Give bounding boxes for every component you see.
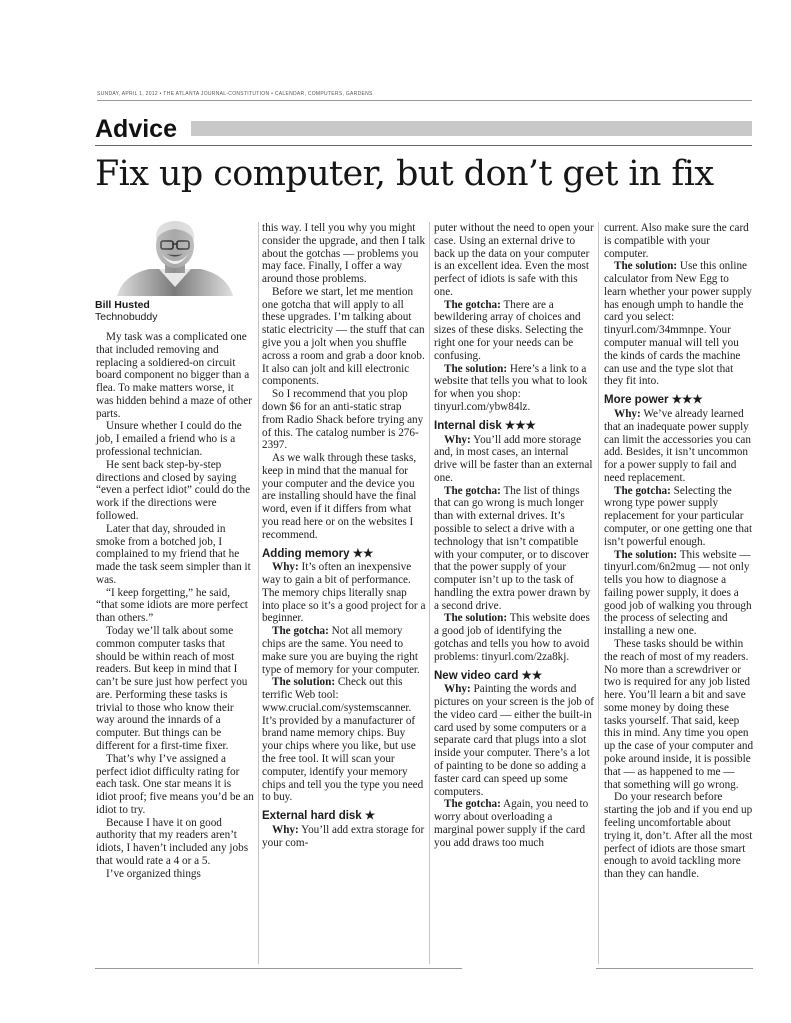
paragraph xyxy=(604,408,754,485)
bottom-rule xyxy=(596,968,753,969)
paragraph: “I keep forgetting,” he said, “that some idiots are more perfect than others.” xyxy=(96,586,248,625)
paragraph-lead: The gotcha: xyxy=(444,298,501,311)
paragraph xyxy=(434,299,594,363)
paragraph-text: You’ll add more storage and, in most cases, an internal drive will be faster than an external one. xyxy=(434,433,593,484)
paragraph-text: Again, you need to worry about overloading a marginal power supply if the card you add draws too much xyxy=(434,798,589,849)
subhead: Adding memory ★★ xyxy=(262,547,374,560)
paragraph-lead: The gotcha: xyxy=(444,484,501,497)
paragraph-lead: Why: xyxy=(272,823,299,836)
column-rule xyxy=(598,222,599,964)
paragraph-lead: The gotcha: xyxy=(272,625,329,638)
paragraph: So I recommend that you plop down $6 for an anti-static strap from Radio Shack before trying any of this. The catalog number is 276-2397. xyxy=(262,388,424,452)
section-label: Advice xyxy=(95,115,177,143)
paragraph: That’s why I’ve assigned a perfect idiot difficulty rating for each task. One star means it is idiot proof; five means you’d be an idiot to try. xyxy=(96,752,254,816)
author-title: Technobuddy xyxy=(95,311,158,323)
paragraph xyxy=(434,683,594,798)
paragraph-lead: The solution: xyxy=(614,548,678,561)
paragraph-text: Not all memory chips are the same. You need to make sure you are buying the right type of memory for your computer. xyxy=(262,625,420,676)
paragraph xyxy=(604,485,754,549)
article-column-3 xyxy=(434,222,594,850)
paragraph-text: Painting the words and pictures on your screen is the job of the video card — either the built-in card used by some computers or a separate card that plugs into a slot inside your computer. There’s a lot of painting to be done so adding a faster card can speed up some computers. xyxy=(434,683,595,798)
paragraph: Unsure whether I could do the job, I emailed a friend who is a professional technician. xyxy=(96,420,242,459)
paragraph-text: Selecting the wrong type power supply replacement for your particular computer, or one getting one that isn’t powerful enough. xyxy=(604,484,753,548)
paragraph: As we walk through these tasks, keep in mind that the manual for your computer and the device you are installing should have the final word, even if it differs from what you read here or on the websites I recommend. xyxy=(262,452,417,541)
paragraph-lead: Why: xyxy=(444,433,471,446)
paragraph-text: We’ve already learned that an inadequate power supply can limit the accessories you can add. Besides, it isn’t uncommon for a power supply to fail and need replacement. xyxy=(604,407,751,484)
paragraph xyxy=(262,561,426,625)
author-photo xyxy=(97,213,252,296)
paragraph-lead: Why: xyxy=(614,407,641,420)
paragraph-lead: The solution: xyxy=(272,676,336,689)
paragraph-lead: Why: xyxy=(272,561,299,574)
paragraph: puter without the need to open your case. Using an external drive to back up the data on your computer is an excellent idea. Even the most perfect of idiots is safe with this one. xyxy=(434,222,594,298)
section-rule xyxy=(95,145,752,146)
paragraph xyxy=(604,260,754,388)
subhead: More power ★★★ xyxy=(604,394,703,407)
paragraph-lead: The solution: xyxy=(444,612,508,625)
bottom-rule xyxy=(95,968,462,969)
paragraph-lead: The gotcha: xyxy=(444,798,501,811)
paragraph: Before we start, let me mention one gotcha that will apply to all these upgrades. I’m talking about static electricity — the stuff that can give you a jolt when you shuffle across a room and grab a door knob. It also can jolt and kill electronic components. xyxy=(262,285,425,388)
paragraph: He sent back step-by-step directions and closed by saying “even a perfect idiot” could do the work if the directions were followed. xyxy=(96,458,251,522)
column-rule xyxy=(258,222,259,964)
paragraph-text: Here’s a link to a website that tells you what to look for when you shop: tinyurl.com/ybw84lz. xyxy=(434,362,588,413)
masthead-rule xyxy=(97,100,752,101)
paragraph-text: There are a bewildering array of choices and sizes of these disks. Selecting the right one for your needs can be confusing. xyxy=(434,298,584,362)
article-column-4 xyxy=(604,222,754,881)
paragraph-text: Check out this terrific Web tool: www.crucial.com/systemscanner. It’s provided by a manufacturer of brand name memory chips. Buy your chips where you like, but use the free tool. It will scan your computer, identify your memory chips and tell you the type you need to buy. xyxy=(262,676,424,804)
paragraph-text: The list of things that can go wrong is much longer than with external drives. It’s possible to select a drive with a technology that isn’t compatible with your computer, or to discover that the power supply of your computer isn’t up to the task of handling the extra power drawn by a second drive. xyxy=(434,484,591,612)
paragraph: My task was a complicated one that included removing and replacing a soldiered-on circuit board component no bigger than a flea. To make matters worse, it was hidden behind a maze of other parts. xyxy=(96,331,252,420)
paragraph-text: It’s often an inexpensive way to gain a bit of performance. The memory chips literally snap into place so it’s a good project for a beginner. xyxy=(262,561,426,625)
paragraph xyxy=(262,625,426,676)
paragraph-lead: The solution: xyxy=(444,362,508,375)
paragraph-text: This website — tinyurl.com/6n2mug — not only tells you how to diagnose a failing power supply, it does a good job of walking you through the process of selecting and installing a new one. xyxy=(604,548,752,638)
paragraph xyxy=(604,549,754,638)
author-name: Bill Husted xyxy=(95,299,150,311)
paragraph: I’ve organized things xyxy=(106,867,201,880)
paragraph xyxy=(262,676,426,804)
masthead-line: SUNDAY, APRIL 1, 2012 • THE ATLANTA JOURNAL-CONSTITUTION • CALENDAR, COMPUTERS, GARDENS xyxy=(97,91,373,97)
paragraph: Today we’ll talk about some common computer tasks that should be within reach of most readers. But keep in mind that I can’t be sure just how perfect you are. Performing these tasks is trivial to those who know their way around the innards of a computer. But things can be different for a first-time fixer. xyxy=(96,624,248,752)
paragraph xyxy=(434,434,594,485)
article-column-2 xyxy=(262,222,426,850)
author-portrait-icon xyxy=(97,213,252,296)
paragraph: These tasks should be within the reach of most of my readers. No more than a screwdriver or two is required for any job listed here. You’ll learn a bit and save some money by doing these tasks yourself. That said, keep this in mind. Any time you open up the case of your computer and poke around inside, it is possible that — as happened to me — that something will go wrong. xyxy=(604,638,754,791)
paragraph-text: Use this online calculator from New Egg to learn whether your power supply has enough umph to handle the card you select: tinyurl.com/34mmnpe. Your computer manual will tell you the kinds of cards the machine can use and the type slot that they fit into. xyxy=(604,260,752,388)
headline: Fix up computer, but don’t get in fix xyxy=(95,154,714,194)
column-rule xyxy=(429,222,430,964)
paragraph-text: This website does a good job of identifying the gotchas and tells you how to avoid problems: tinyurl.com/2za8kj. xyxy=(434,612,590,663)
article-column-1 xyxy=(96,331,254,881)
paragraph: current. Also make sure the card is compatible with your computer. xyxy=(604,222,749,260)
paragraph-lead: The solution: xyxy=(614,260,678,273)
paragraph xyxy=(262,824,426,850)
paragraph xyxy=(434,485,594,613)
paragraph xyxy=(434,798,594,849)
paragraph: Because I have it on good authority that my readers aren’t idiots, I haven’t included any jobs that would rate a 4 or a 5. xyxy=(96,816,249,868)
paragraph-lead: The gotcha: xyxy=(614,484,671,497)
paragraph xyxy=(434,612,594,663)
subhead: New video card ★★ xyxy=(434,669,543,682)
paragraph-lead: Why: xyxy=(444,683,471,696)
byline xyxy=(95,299,255,323)
paragraph xyxy=(434,363,594,414)
subhead: External hard disk ★ xyxy=(262,810,376,823)
subhead: Internal disk ★★★ xyxy=(434,419,536,432)
paragraph-text: You’ll add extra storage for your com- xyxy=(262,823,425,849)
paragraph: Later that day, shrouded in smoke from a botched job, I complained to my friend that he made the task seem simpler than it was. xyxy=(96,522,251,586)
section-bar xyxy=(191,121,752,136)
paragraph: Do your research before starting the job and if you end up feeling uncomfortable about trying it, don’t. After all the most perfect of idiots are those smart enough to avoid tackling more than they can handle. xyxy=(604,791,753,881)
paragraph: this way. I tell you why you might consider the upgrade, and then I talk about the gotchas — problems you may face. Finally, I offer a way around those problems. xyxy=(262,222,426,286)
